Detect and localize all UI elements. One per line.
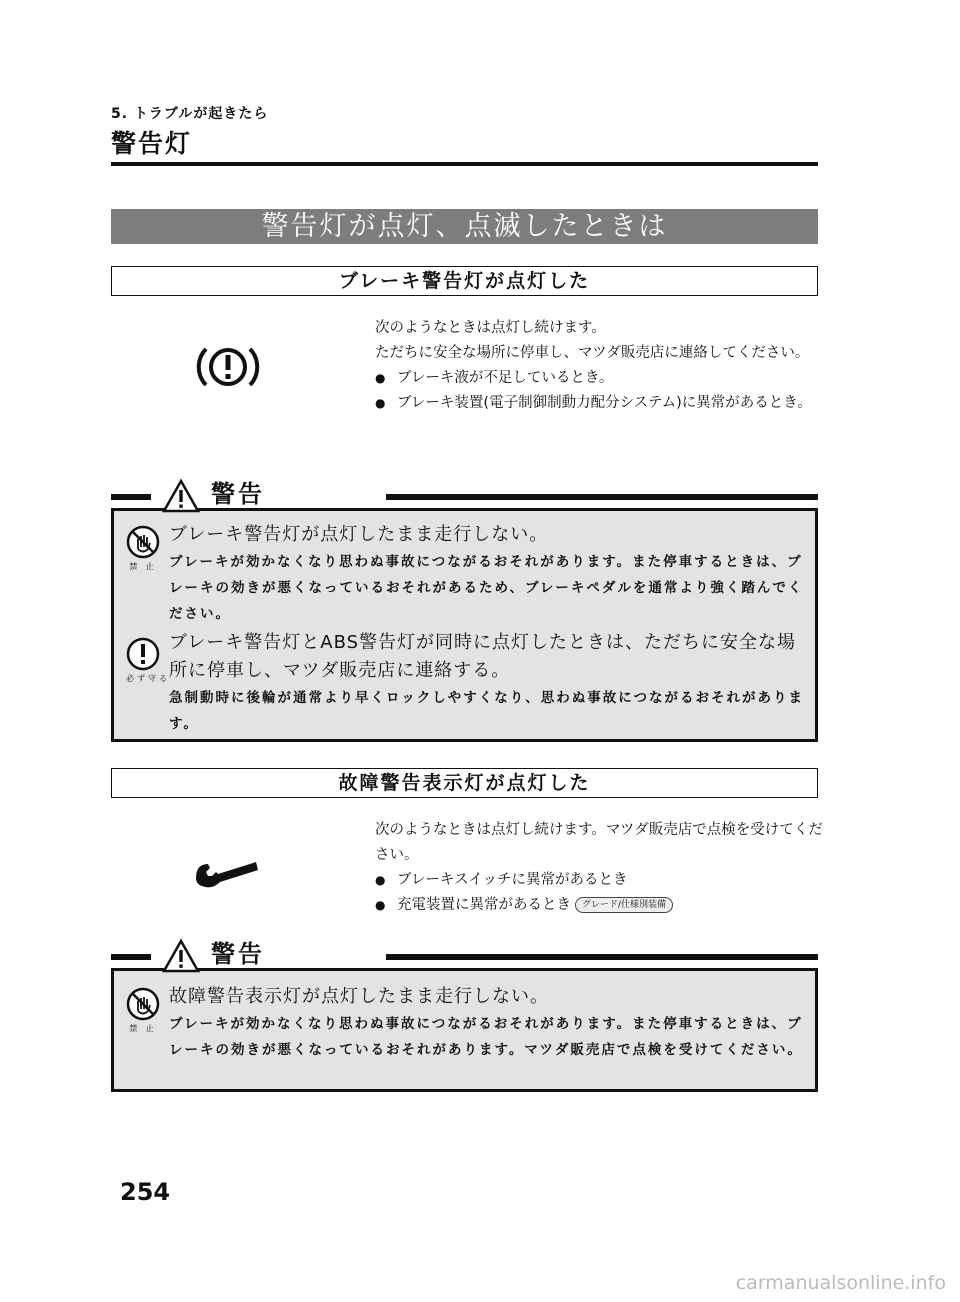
warning-detail: 急制動時に後輪が通常より早くロックしやすくなり、思わぬ事故につながるおそれがあります。: [169, 690, 804, 732]
brake-description: [375, 316, 825, 416]
grade-badge: グレード/仕様別装備: [575, 897, 673, 913]
icon-caption: 必ず守る: [126, 674, 170, 683]
warning-item: [169, 983, 809, 1063]
bullet-label: 充電装置に異常があるとき: [397, 897, 571, 913]
prohibited-icon: [126, 987, 160, 1034]
title-divider: [111, 162, 818, 166]
warning-bar: [386, 954, 818, 960]
bullet-icon: ●: [375, 898, 386, 912]
list-item: [375, 366, 825, 391]
bullet-icon: ●: [375, 396, 386, 410]
warning-bar: [111, 954, 151, 960]
fault-subhead: 故障警告表示灯が点灯した: [111, 768, 818, 798]
fault-description: [375, 818, 825, 918]
fault-intro: 次のようなときは点灯し続けます。マツダ販売店で点検を受けてください。: [375, 822, 823, 863]
warning-item: [169, 521, 809, 627]
brake-subhead: ブレーキ警告灯が点灯した: [111, 266, 818, 296]
warning-label: 警告: [211, 480, 265, 508]
warning-box-brake: [111, 508, 818, 742]
icon-caption: 禁 止: [129, 1024, 157, 1033]
warning-lead: ブレーキ警告灯とABS警告灯が同時に点灯したときは、ただちに安全な場所に停車し、マツダ販売店に連絡する。: [169, 632, 797, 681]
page-number: 254: [120, 1178, 171, 1206]
list-item: [375, 868, 825, 893]
bullet-icon: ●: [375, 873, 386, 887]
caution-triangle-icon: [161, 478, 201, 514]
wrench-icon: [192, 850, 262, 894]
warning-label: 警告: [211, 940, 265, 968]
warning-detail: ブレーキが効かなくなり思わぬ事故につながるおそれがあります。また停車するときは、ブレーキの効きが悪くなっているおそれがあるため、ブレーキペダルを通常より強く踏んでください。: [169, 554, 804, 622]
brake-intro-2: ただちに安全な場所に停車し、マツダ販売店に連絡してください。: [375, 345, 810, 361]
warning-bar: [386, 494, 818, 500]
warning-box-fault: [111, 968, 818, 1092]
icon-caption: 禁 止: [129, 562, 157, 571]
chapter-heading: 5. トラブルが起きたら: [111, 106, 269, 122]
page-title: 警告灯: [111, 129, 193, 158]
brake-warning-lamp-icon: [196, 343, 260, 395]
prohibited-icon: [126, 525, 160, 572]
warning-lead: ブレーキ警告灯が点灯したまま走行しない。: [169, 524, 549, 545]
list-item: [375, 893, 825, 918]
bullet-text: [397, 893, 825, 918]
warning-item: [169, 629, 809, 737]
warning-header-brake: [111, 480, 818, 518]
warning-bar: [111, 494, 151, 500]
list-item: [375, 391, 825, 416]
watermark: carmanualsonline.info: [735, 1272, 946, 1294]
bullet-text: ブレーキ装置(電子制御制動力配分システム)に異常があるとき。: [397, 395, 812, 411]
bullet-icon: ●: [375, 371, 386, 385]
caution-triangle-icon: [161, 938, 201, 974]
brake-intro-1: 次のようなときは点灯し続けます。: [375, 320, 606, 336]
warning-lead: 故障警告表示灯が点灯したまま走行しない。: [169, 986, 549, 1007]
warning-detail: ブレーキが効かなくなり思わぬ事故につながるおそれがあります。また停車するときは、ブレーキの効きが悪くなっているおそれがあります。マツダ販売店で点検を受けてください。: [169, 1016, 803, 1058]
bullet-text: ブレーキ液が不足しているとき。: [397, 370, 614, 386]
section-banner: 警告灯が点灯、点滅したときは: [111, 209, 818, 244]
mandatory-icon: [126, 637, 170, 684]
bullet-text: ブレーキスイッチに異常があるとき: [397, 872, 628, 888]
warning-header-fault: [111, 940, 818, 978]
